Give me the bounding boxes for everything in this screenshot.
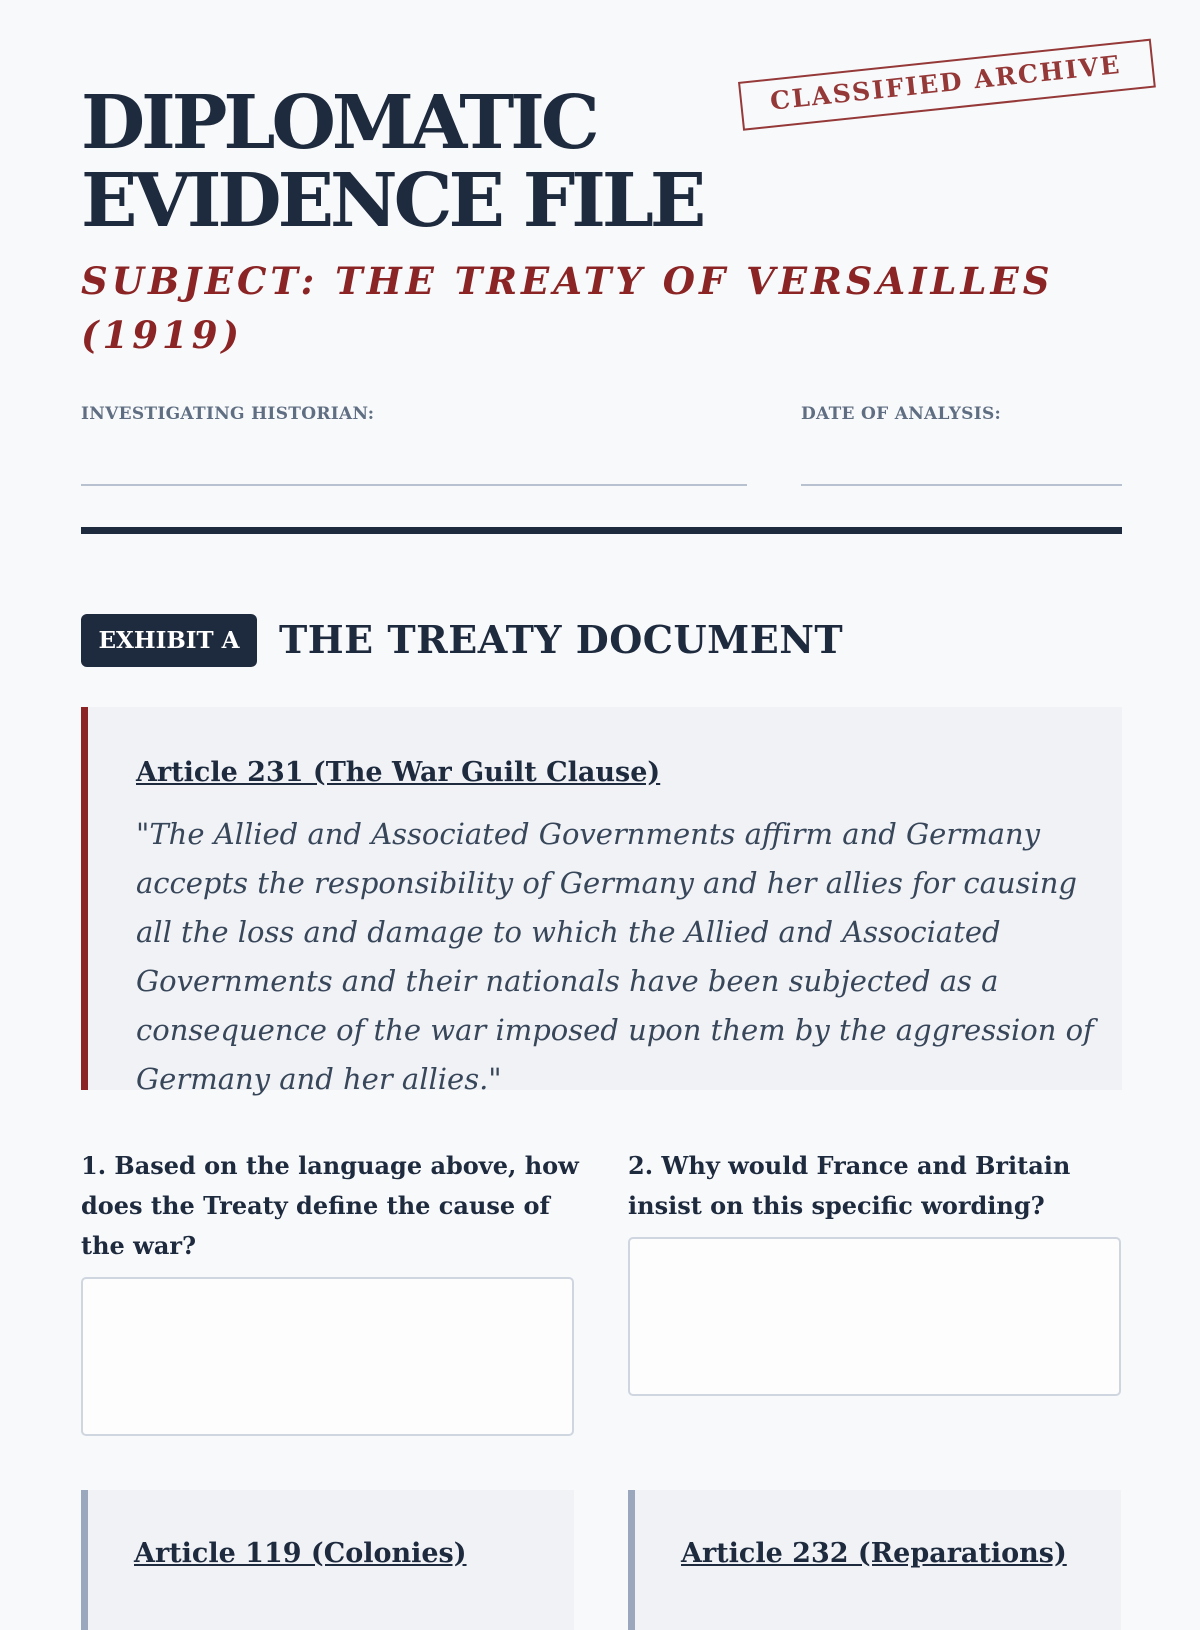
- exhibit-title: THE TREATY DOCUMENT: [279, 617, 844, 662]
- date-label: DATE OF ANALYSIS:: [801, 404, 1002, 424]
- article-card-colonies: [81, 1490, 574, 1630]
- article-heading: Article 231 (The War Guilt Clause): [136, 757, 661, 788]
- article-card-heading: Article 232 (Reparations): [681, 1538, 1067, 1569]
- header-divider: [81, 527, 1122, 534]
- article-quote: "The Allied and Associated Governments affirm and Germany accepts the responsibility of Germany and her allies for causing all the loss and damage to which the Allied and Associated Governments and their nationals have been subjected as a consequence of the war imposed upon them by the aggression of Germany and her allies.": [136, 817, 1094, 1096]
- question-1: 1. Based on the language above, how does the Treaty define the cause of the war?: [81, 1151, 579, 1260]
- historian-label: INVESTIGATING HISTORIAN:: [81, 404, 375, 424]
- question-2: 2. Why would France and Britain insist on this specific wording?: [628, 1151, 1071, 1220]
- answer-1-field[interactable]: [81, 1277, 574, 1436]
- answer-2-field[interactable]: [628, 1237, 1121, 1396]
- document-subject: SUBJECT: THE TREATY OF VERSAILLES (1919): [81, 259, 1054, 357]
- classified-stamp: CLASSIFIED ARCHIVE: [738, 39, 1156, 131]
- article-quote-box: [81, 707, 1122, 1096]
- document-title: DIPLOMATIC EVIDENCE FILE: [81, 80, 703, 244]
- article-card-heading: Article 119 (Colonies): [134, 1538, 467, 1569]
- historian-field[interactable]: [81, 484, 747, 486]
- exhibit-badge: EXHIBIT A: [81, 614, 257, 667]
- article-card-reparations: [628, 1490, 1121, 1630]
- date-field[interactable]: [801, 484, 1122, 486]
